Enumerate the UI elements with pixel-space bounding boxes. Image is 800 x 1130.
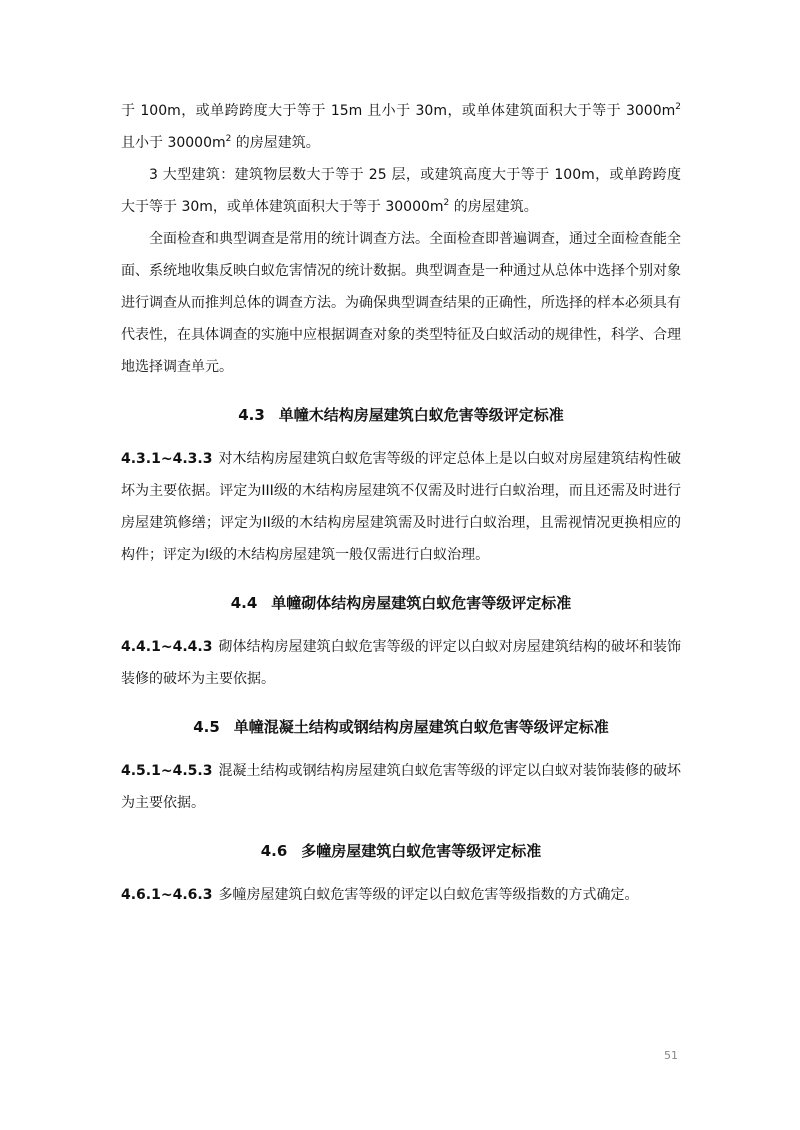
clause-text: 砌体结构房屋建筑白蚁危害等级的评定以白蚁对房屋建筑结构的破坏和装饰装修的破坏为主要依据。: [121, 639, 681, 687]
clause-id: 4.3.1~4.3.3: [121, 451, 213, 467]
clause-id: 4.4.1~4.4.3: [121, 639, 213, 655]
paragraph-building-size-large: [121, 159, 681, 223]
section-number: 4.5: [193, 718, 220, 736]
text-run: 的房屋建筑。: [231, 135, 320, 151]
superscript: 2: [675, 102, 681, 112]
section-title: 单幢木结构房屋建筑白蚁危害等级评定标准: [278, 406, 564, 424]
section-title: 单幢砌体结构房屋建筑白蚁危害等级评定标准: [271, 594, 572, 612]
superscript: 2: [443, 198, 450, 208]
clause-4-5: [121, 755, 681, 819]
clause-text: 混凝土结构或钢结构房屋建筑白蚁危害等级的评定以白蚁对装饰装修的破坏为主要依据。: [121, 763, 681, 811]
paragraph-survey-methods: 全面检查和典型调查是常用的统计调查方法。全面检查即普遍调查，通过全面检查能全面、系统地收集反映白蚁危害情况的统计数据。典型调查是一种通过从总体中选择个别对象进行调查从而推判总体的调查方法。为确保典型调查结果的正确性，所选择的样本必须具有代表性，在具体调查的实施中应根据调查对象的类型特征及白蚁活动的规律性，科学、合理地选择调查单元。: [121, 231, 681, 375]
page-number: 51: [664, 1049, 678, 1062]
section-title: 多幢房屋建筑白蚁危害等级评定标准: [301, 842, 542, 860]
section-heading-4-5: [121, 711, 681, 743]
paragraph-building-size-medium: [121, 95, 681, 159]
clause-4-4: [121, 631, 681, 695]
section-heading-4-6: [121, 835, 681, 867]
text-run: 且小于 30000m: [121, 135, 226, 151]
section-number: 4.3: [238, 406, 265, 424]
superscript: 2: [225, 134, 232, 144]
clause-text: 多幢房屋建筑白蚁危害等级的评定以白蚁危害等级指数的方式确定。: [218, 887, 639, 903]
clause-id: 4.5.1~4.5.3: [121, 763, 213, 779]
clause-4-6: [121, 879, 681, 911]
text-run: 于 100m，或单跨跨度大于等于 15m 且小于 30m，或单体建筑面积大于等于 3000m: [121, 103, 676, 119]
document-page: [121, 95, 681, 911]
clause-id: 4.6.1~4.6.3: [121, 887, 213, 903]
text-run: 的房屋建筑。: [449, 199, 538, 215]
section-heading-4-3: [121, 399, 681, 431]
section-heading-4-4: [121, 587, 681, 619]
clause-text: 对木结构房屋建筑白蚁危害等级的评定总体上是以白蚁对房屋建筑结构性破坏为主要依据。评定为III级的木结构房屋建筑不仅需及时进行白蚁治理，而且还需及时进行房屋建筑修缮；评定为II级的木结构房屋建筑需及时进行白蚁治理，且需视情况更换相应的构件；评定为I级的木结构房屋建筑一般仅需进行白蚁治理。: [121, 451, 681, 563]
clause-4-3: [121, 443, 681, 571]
section-number: 4.4: [230, 594, 258, 612]
section-title: 单幢混凝土结构或钢结构房屋建筑白蚁危害等级评定标准: [233, 718, 609, 736]
text-run: 3 大型建筑：建筑物层数大于等于 25 层，或建筑高度大于等于 100m，或单跨跨度大于等于 30m，或单体建筑面积大于等于 30000m: [121, 167, 681, 215]
section-number: 4.6: [260, 842, 288, 860]
